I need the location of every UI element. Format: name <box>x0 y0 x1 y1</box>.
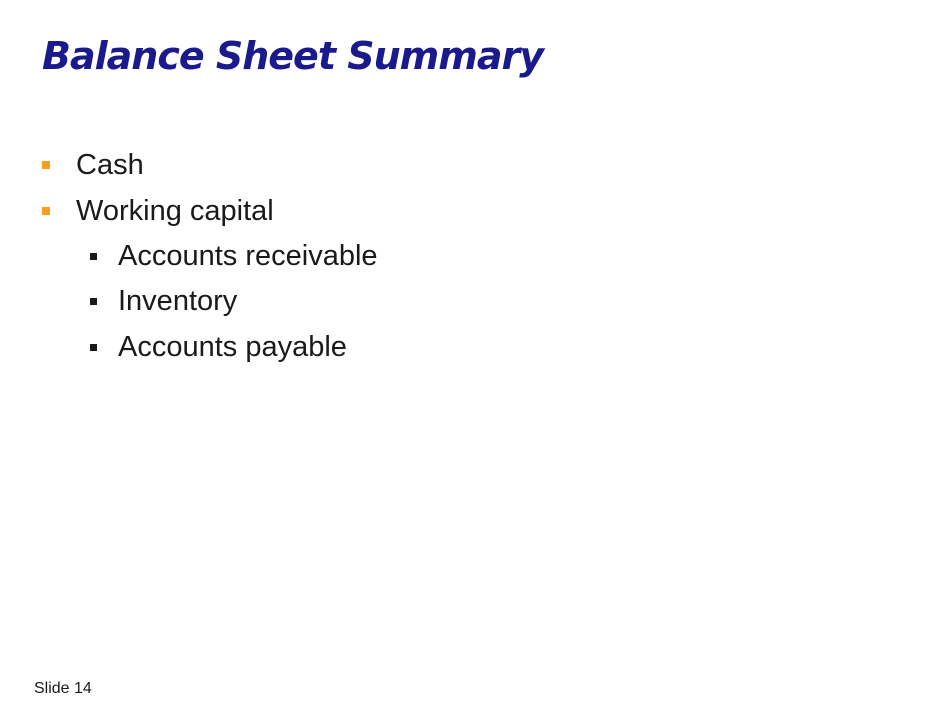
bullet-text: Accounts payable <box>118 331 347 363</box>
slide-title: Balance Sheet Summary <box>42 34 543 78</box>
bullet-text: Accounts receivable <box>118 240 378 272</box>
sub-bullet-item <box>118 284 237 318</box>
bullet-text: Working capital <box>76 195 274 227</box>
square-bullet-icon <box>90 253 97 260</box>
square-bullet-icon <box>90 298 97 305</box>
bullet-text: Inventory <box>118 285 238 317</box>
square-bullet-icon <box>42 207 50 215</box>
bullet-item <box>76 194 274 228</box>
bullet-item <box>76 148 144 182</box>
bullet-text: Cash <box>76 149 144 181</box>
slide-number: Slide 14 <box>34 680 92 697</box>
sub-bullet-item <box>118 330 347 364</box>
square-bullet-icon <box>42 161 50 169</box>
square-bullet-icon <box>90 344 97 351</box>
sub-bullet-item <box>118 239 378 273</box>
